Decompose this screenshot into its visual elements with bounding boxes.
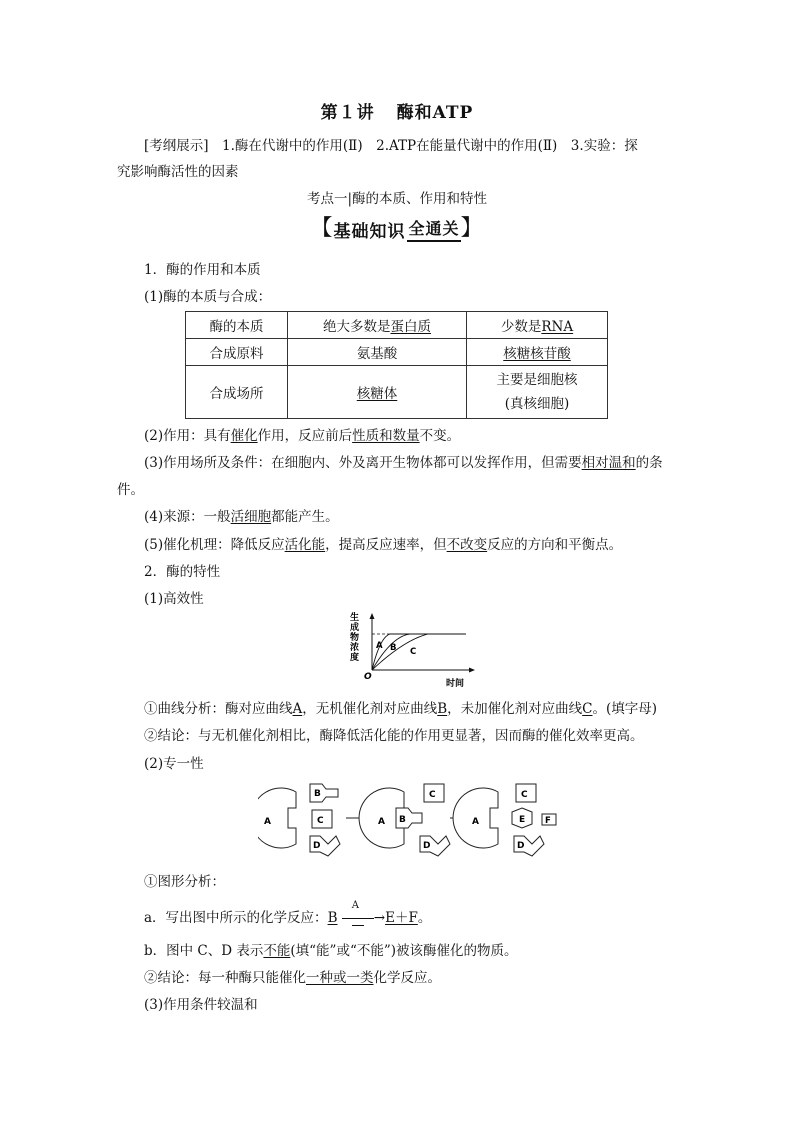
curve-a [372,634,466,670]
outline-line-2: 究影响酶活性的因素 [117,164,239,180]
text: (3)作用场所及条件：在细胞内、外及离开生物体都可以发挥作用，但需要 [144,455,582,471]
arrow-head-icon: → [373,910,386,926]
table-cell [467,312,608,339]
banner-bracket-right-icon: 】 [460,216,484,241]
s2-g2 [144,966,441,986]
answer: E＋F [385,910,418,926]
curve-c [372,634,466,670]
answer: 相对温和 [581,455,636,471]
title-topic: 酶和ATP [396,103,474,123]
text: 作用，反应前后 [257,428,353,444]
s2-gb [144,939,518,959]
title-lecture: 第１讲 [320,103,375,123]
table-cell: 酶的本质 [186,312,288,339]
chart-xlabel: 时间 [446,679,465,689]
s1-p2 [144,424,460,444]
label-f: F [545,816,551,826]
table-cell: 合成原料 [186,339,288,366]
label-a: A [264,817,271,827]
label-d: D [313,841,321,851]
text: (填“能”或“不能”)被该酶催化的物质。 [290,943,518,959]
s2-ga [144,899,432,926]
curve-label-c: C [410,647,417,657]
table-cell [288,339,467,366]
cell-answer: 核糖核苷酸 [503,346,571,362]
curve-label-b: B [390,643,397,653]
text: 不变。 [419,428,461,444]
label-b: B [399,815,406,825]
x-axis-arrow-icon [469,668,475,673]
text: 反应的方向和平衡点。 [487,537,623,553]
cell-answer: 蛋白质 [390,319,431,335]
s2-g1: ①图形分析： [144,874,225,890]
catalyst-line [342,918,374,919]
banner-bracket-left-icon: 【 [310,216,334,241]
text: 。 [417,910,432,926]
text: 。(填字母) [592,701,658,717]
table-row [186,366,608,419]
table-cell [467,366,608,419]
table-cell [288,366,467,419]
cell-text: 绝大多数是 [323,319,391,335]
s2-sub2: (2)专一性 [144,756,204,772]
label-c: C [521,790,528,800]
s2-sub1: (1)高效性 [144,591,204,607]
cell-answer: 核糖体 [356,386,398,402]
text: ，提高反应速率，但 [325,537,447,553]
text: (4)来源：一般 [144,509,231,525]
table-cell [288,312,467,339]
s2-heading: 2．酶的特性 [144,564,221,580]
label-a: A [378,817,385,827]
text: ①曲线分析：酶对应曲线 [144,701,293,717]
text: (2)作用：具有 [144,428,231,444]
curve-label-a: A [376,641,383,651]
answer: B [327,910,338,926]
s1-p3 [144,451,663,471]
text: ，未加催化剂对应曲线 [447,701,583,717]
table-cell: 合成场所 [186,366,288,419]
y-axis-arrow-icon [370,613,375,619]
s1-sub1: (1)酶的本质与合成： [144,289,272,305]
answer: 活细胞 [230,509,272,525]
answer: C [582,701,593,717]
text: b．图中 C、D 表示 [144,943,264,959]
banner-main: 基础知识 [333,221,406,242]
text: 的条 [635,455,663,471]
table-row [186,312,608,339]
page-title [0,98,794,123]
cell-answer: 氨基酸 [356,346,398,362]
efficiency-chart [346,612,476,690]
cell-text: 少数是 [500,319,542,335]
specificity-figure [258,778,568,860]
chart-ylabel: 生成物浓度 [350,613,360,663]
s1-p3-cont: 件。 [117,482,144,498]
answer: 催化 [230,428,258,444]
answer: B [437,701,448,717]
answer: 性质和数量 [352,428,420,444]
s2-c1 [144,697,657,717]
banner-sub: 全通关 [407,216,460,242]
text: ②结论：每一种酶只能催化 [144,970,306,986]
answer: 活化能 [284,537,326,553]
text: 化学反应。 [373,970,441,986]
s2-c2: ②结论：与无机催化剂相比，酶降低活化能的作用更显著，因而酶的催化效率更高。 [144,728,644,744]
answer: A [292,701,303,717]
label-b: B [314,789,321,799]
s1-p5 [144,533,622,553]
answer: 不改变 [446,537,488,553]
catalyst-arrow [342,899,374,926]
label-c: C [429,790,436,800]
label-e: E [519,815,526,825]
cell-line: (真核细胞) [504,396,570,412]
curve-b [372,634,466,670]
section-heading: 考点一|酶的本质、作用和特性 [306,191,488,207]
text: 都能产生。 [271,509,339,525]
label-d: D [423,841,431,851]
cell-answer: RNA [541,319,574,335]
chart-origin: O [364,672,372,682]
table-row [186,339,608,366]
text: ，无机催化剂对应曲线 [302,701,438,717]
catalyst-label: A [351,899,360,911]
catalyst-line-lower [352,925,364,926]
text: a．写出图中所示的化学反应： [144,910,328,926]
banner [0,216,794,242]
cell-line: 主要是细胞核 [496,372,578,388]
s1-p4 [144,505,339,525]
answer: 不能 [263,943,291,959]
label-a: A [472,817,479,827]
answer: 一种或一类 [306,970,374,986]
s1-heading: 1．酶的作用和本质 [144,262,261,278]
enzyme-table [185,311,608,419]
outline-line-1: [考纲展示] 1.酶在代谢中的作用(Ⅱ) 2.ATP在能量代谢中的作用(Ⅱ) 3.实验：探 [144,138,638,154]
label-c: C [317,816,324,826]
label-d: D [517,841,525,851]
table-cell [467,339,608,366]
text: (5)催化机理：降低反应 [144,537,285,553]
s2-sub3: (3)作用条件较温和 [144,997,258,1013]
